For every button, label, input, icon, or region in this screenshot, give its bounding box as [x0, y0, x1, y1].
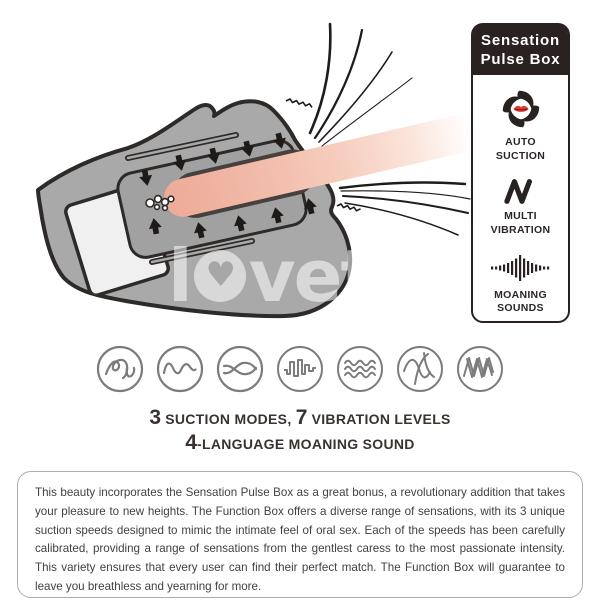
headline-line1: 3 SUCTION MODES, 7 VIBRATION LEVELS — [149, 406, 451, 429]
overlap-curve-wave-icon — [396, 345, 444, 393]
watermark-heart-icon: ♥ — [194, 250, 246, 302]
description-text: This beauty incorporates the Sensation Pulse Box as a great bonus, a revolutionary addition that takes your pleasure to new heights. The Function Box offers a diverse range of sensations, with its 3 unique suction speeds designed to mimic the intimate feel of oral sex. Each of the speeds has been carefully calibrated, providing a range of sensations from the gentlest caress to the most passionate intensity. This variety ensures that every user can find their perfect match. The Function Box will guarantee to leave you breathless and yearning for more. — [35, 486, 565, 593]
sensation-pulse-box-badge — [473, 25, 568, 75]
feature-label-moaning-sounds: MOANING SOUNDS — [494, 288, 547, 315]
square-pulse-wave-icon — [276, 345, 324, 393]
feature-multi-vibration — [485, 176, 557, 237]
language-count: 4 — [185, 431, 197, 454]
watermark-text-prefix: l — [168, 234, 191, 318]
suction-modes-count: 3 — [149, 406, 161, 429]
feature-moaning-sounds — [485, 251, 557, 316]
watermark — [168, 234, 373, 318]
double-sine-wave-icon — [156, 345, 204, 393]
headline — [0, 406, 600, 456]
crossing-waves-icon — [216, 345, 264, 393]
feature-auto-suction — [485, 86, 557, 163]
loop-wave-icon — [96, 345, 144, 393]
triple-ripple-wave-icon — [336, 345, 384, 393]
auto-suction-swirl-icon — [498, 86, 544, 132]
sharp-zigzag-wave-icon — [456, 345, 504, 393]
multi-vibration-wave-icon — [499, 176, 543, 206]
moaning-sounds-waveform-icon — [490, 251, 552, 285]
badge-line2: Pulse Box — [480, 51, 561, 68]
feature-label-auto-suction: AUTO SUCTION — [495, 136, 546, 162]
feature-label-multi-vibration: MULTI VIBRATION — [490, 210, 551, 236]
description-box — [17, 471, 583, 598]
watermark-text-suffix: vet — [248, 234, 373, 318]
badge-line1: Sensation — [481, 31, 560, 49]
vibration-levels-count: 7 — [295, 406, 308, 429]
mode-icons-row — [0, 345, 600, 393]
headline-line2: 4 -LANGUAGE MOANING SOUND — [185, 431, 415, 454]
sensation-pulse-box-card — [471, 23, 570, 323]
